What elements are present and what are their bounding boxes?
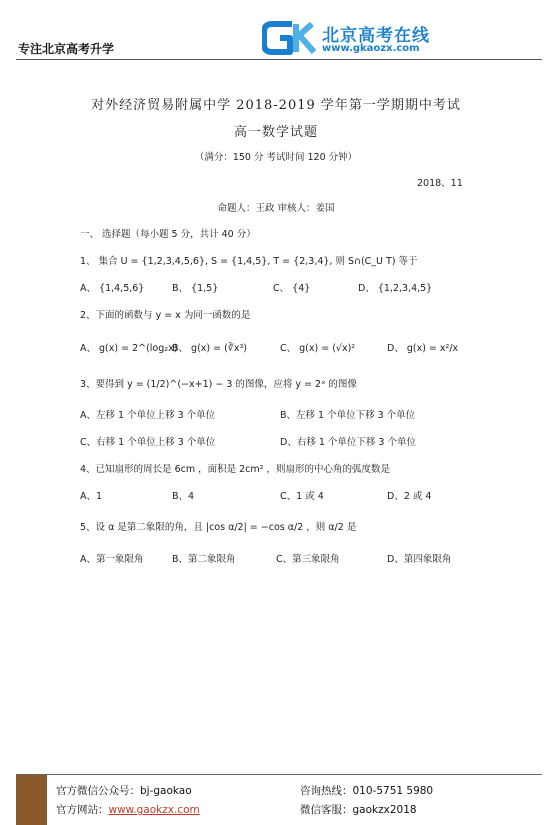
site-logo[interactable] bbox=[262, 18, 442, 58]
question-5-option-c: C、第三象限角 bbox=[276, 554, 340, 565]
question-3-option-c: C、右移 1 个单位上移 3 个单位 bbox=[80, 437, 216, 448]
header-divider bbox=[16, 59, 542, 60]
question-2-option-d: D、 g(x) = x²/x bbox=[387, 343, 459, 354]
question-1-stem: 1、 集合 U = {1,2,3,4,5,6}, S = {1,4,5}, T = {2,3,4}, 则 S∩(C_U T) 等于 bbox=[80, 256, 418, 267]
footer-website bbox=[56, 802, 200, 817]
question-1-option-c: C、 {4} bbox=[273, 283, 311, 294]
question-4-option-c: C、1 或 4 bbox=[280, 491, 324, 502]
question-2-option-a: A、 g(x) = 2^(log₂x) bbox=[80, 343, 178, 354]
footer-accent-bar bbox=[16, 775, 47, 825]
exam-title: 对外经济贸易附属中学 2018-2019 学年第一学期期中考试 bbox=[91, 98, 461, 113]
question-3-option-a: A、左移 1 个单位上移 3 个单位 bbox=[80, 410, 216, 421]
question-2-stem: 2、下面的函数与 y = x 为同一函数的是 bbox=[80, 310, 251, 321]
exam-subtitle: 高一数学试题 bbox=[233, 125, 318, 140]
logo-url: www.gkaozx.com bbox=[322, 43, 420, 54]
footer-divider bbox=[16, 774, 542, 775]
question-5-option-a: A、第一象限角 bbox=[80, 554, 144, 565]
section-heading: 一、 选择题（每小题 5 分，共计 40 分） bbox=[80, 229, 256, 240]
logo-title: 北京高考在线 bbox=[322, 26, 430, 46]
footer-website-label: 官方网站： bbox=[56, 804, 109, 816]
question-5-stem: 5、设 α 是第二象限的角，且 |cos α/2| = −cos α/2 ，则 α/2 是 bbox=[80, 522, 357, 533]
question-2-option-c: C、 g(x) = (√x)² bbox=[280, 343, 356, 354]
question-1-option-d: D、 {1,2,3,4,5} bbox=[358, 283, 433, 294]
header-tagline: 专注北京高考升学 bbox=[18, 42, 115, 56]
footer-hotline: 咨询热线：010-5751 5980 bbox=[300, 785, 434, 797]
question-5-option-d: D、第四象限角 bbox=[387, 554, 452, 565]
question-3-stem: 3、要得到 y = (1/2)^(−x+1) − 3 的图像，应将 y = 2ˣ 的图像 bbox=[80, 379, 357, 390]
question-2-option-b: B、 g(x) = (∛x³) bbox=[172, 343, 247, 354]
question-4-stem: 4、已知扇形的周长是 6cm ，面积是 2cm² ，则扇形的中心角的弧度数是 bbox=[80, 464, 390, 475]
footer-wechat-service: 微信客服：gaokzx2018 bbox=[300, 804, 417, 816]
question-1-option-a: A、 {1,4,5,6} bbox=[80, 283, 145, 294]
exam-date: 2018、11 bbox=[417, 178, 463, 189]
gk-logo-icon bbox=[262, 20, 318, 56]
question-4-option-a: A、1 bbox=[80, 491, 103, 502]
question-5-option-b: B、第二象限角 bbox=[172, 554, 236, 565]
question-3-option-b: B、左移 1 个单位下移 3 个单位 bbox=[280, 410, 416, 421]
footer-website-link[interactable]: www.gaokzx.com bbox=[108, 804, 200, 816]
question-4-option-d: D、2 或 4 bbox=[387, 491, 432, 502]
exam-authors: 命题人：王政 审核人：姜国 bbox=[217, 203, 335, 214]
footer-wechat-public: 官方微信公众号：bj-gaokao bbox=[56, 785, 192, 797]
question-1-option-b: B、 {1,5} bbox=[172, 283, 219, 294]
question-4-option-b: B、4 bbox=[172, 491, 195, 502]
question-3-option-d: D、右移 1 个单位下移 3 个单位 bbox=[280, 437, 416, 448]
exam-meta: （满分：150 分 考试时间 120 分钟） bbox=[194, 152, 358, 163]
